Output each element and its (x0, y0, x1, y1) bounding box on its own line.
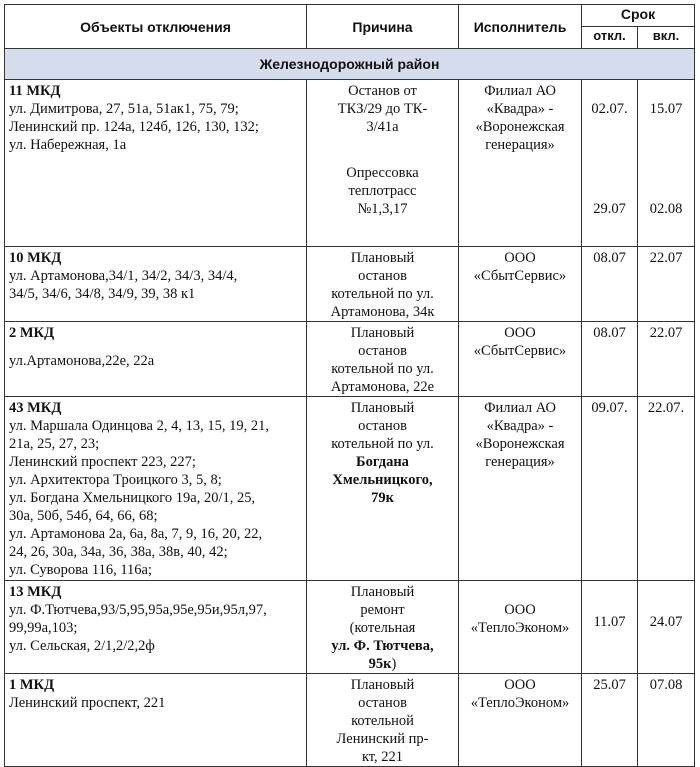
reason-line: Плановый (350, 325, 415, 341)
address-line: ул.Артамонова,22е, 22а (9, 353, 155, 369)
reason-line: Плановый (350, 250, 415, 266)
reason-line: котельной (351, 713, 414, 729)
reason-cell (307, 674, 459, 767)
header-on: вкл. (638, 27, 695, 49)
executor-line: «Воронежская (475, 119, 565, 135)
address-line: ул. Артамонова,34/1, 34/2, 34/3, 34/4, (9, 268, 238, 284)
reason-line: 3/41а (366, 119, 399, 135)
off-date-cell (582, 397, 638, 581)
header-executor: Исполнитель (459, 5, 582, 49)
address-line: ул. Ф.Тютчева,93/5,95,95а,95е,95и,95л,97, (9, 602, 267, 618)
outage-table (4, 4, 695, 767)
executor-cell (459, 674, 582, 767)
table-row (5, 322, 695, 397)
table-row (5, 80, 695, 247)
reason-line: котельной по ул. (331, 436, 434, 452)
reason-cell (307, 397, 459, 581)
off-date-cell (582, 674, 638, 767)
address-line: ул. Артамонова 2а, 6а, 8а, 7, 9, 16, 20, 22, (9, 526, 263, 542)
off-date: 29.07 (593, 201, 626, 217)
reason-line: Ленинский пр- (336, 731, 429, 747)
objects-cell (5, 581, 307, 674)
executor-line: ООО (504, 325, 536, 341)
reason-line: кт, 221 (361, 749, 404, 765)
off-date: 09.07. (591, 400, 628, 416)
off-date: 08.07 (593, 250, 626, 266)
district-name: Железнодорожный район (5, 49, 695, 80)
objects-cell (5, 322, 307, 397)
address-line: ул. Суворова 116, 116а; (9, 562, 153, 578)
reason-line: ремонт (360, 602, 405, 618)
off-date-cell (582, 247, 638, 322)
table-row (5, 397, 695, 581)
reason-cell (307, 322, 459, 397)
building-count: 43 МКД (9, 400, 62, 416)
spacer (309, 136, 456, 164)
executor-line: генерация» (485, 137, 555, 153)
on-date-cell (638, 80, 695, 247)
executor-line: «Квадра» - (486, 101, 554, 117)
on-date: 22.07 (649, 250, 683, 266)
building-count: 1 МКД (9, 677, 55, 693)
district-row (5, 49, 695, 80)
on-date-cell (638, 397, 695, 581)
building-count: 10 МКД (9, 250, 62, 266)
reason-line: Плановый (350, 400, 415, 416)
reason-line: останов (358, 418, 407, 434)
reason-line-bold: 79к (371, 490, 394, 506)
table-row (5, 581, 695, 674)
reason-line: котельной по ул. (331, 361, 434, 377)
reason-line: ТКЗ/29 до ТК- (337, 101, 428, 117)
executor-line: генерация» (485, 454, 555, 470)
off-date-cell (582, 80, 638, 247)
address-line: ул. Маршала Одинцова 2, 4, 13, 15, 19, 21, (9, 418, 269, 434)
on-date: 22.07. (647, 400, 685, 416)
on-date: 02.08 (649, 201, 683, 217)
on-date-cell (638, 581, 695, 674)
reason-line-bold: ул. Ф. Тютчева, (331, 638, 434, 654)
executor-line: «Воронежская (475, 436, 565, 452)
header-reason: Причина (307, 5, 459, 49)
reason-line: теплотрасс (348, 183, 417, 199)
header-objects: Объекты отключения (5, 5, 307, 49)
off-date-cell (582, 322, 638, 397)
address-line: 99,99а,103; (9, 620, 78, 636)
spacer (9, 342, 302, 352)
outage-table-sheet (4, 4, 695, 767)
executor-line: «СбытСервис» (473, 343, 567, 359)
off-date: 11.07 (593, 614, 626, 630)
on-date: 15.07 (649, 101, 683, 117)
reason-line: котельной по ул. (331, 286, 434, 302)
address-line: Ленинский проспект, 221 (9, 695, 166, 711)
executor-line: Филиал АО (484, 83, 556, 99)
executor-line: «СбытСервис» (473, 268, 567, 284)
reason-line: Опрессовка (346, 165, 419, 181)
executor-cell (459, 322, 582, 397)
reason-cell (307, 80, 459, 247)
off-date-cell (582, 581, 638, 674)
executor-line: ООО (504, 677, 536, 693)
building-count: 2 МКД (9, 325, 55, 341)
reason-line: Артамонова, 22е (330, 379, 435, 395)
executor-cell (459, 247, 582, 322)
executor-line: Филиал АО (484, 400, 556, 416)
reason-line: №1,3,17 (357, 201, 408, 217)
reason-line: останов (358, 695, 407, 711)
table-row (5, 674, 695, 767)
table-row (5, 247, 695, 322)
on-date-cell (638, 247, 695, 322)
executor-line: «ТеплоЭконом» (470, 620, 570, 636)
objects-cell (5, 674, 307, 767)
header-term: Срок (582, 5, 695, 27)
executor-cell (459, 397, 582, 581)
objects-cell (5, 397, 307, 581)
address-line: ул. Димитрова, 27, 51а, 51ак1, 75, 79; (9, 101, 239, 117)
on-date-cell (638, 674, 695, 767)
reason-line: Останов от (348, 83, 417, 99)
address-line: 34/5, 34/6, 34/8, 34/9, 39, 38 к1 (9, 286, 196, 302)
on-date-cell (638, 322, 695, 397)
off-date: 25.07 (593, 677, 626, 693)
on-date: 22.07 (649, 325, 683, 341)
address-line: 24, 26, 30а, 34а, 36, 38а, 38в, 40, 42; (9, 544, 228, 560)
reason-line: останов (358, 343, 407, 359)
address-line: ул. Богдана Хмельницкого 19а, 20/1, 25, (9, 490, 256, 506)
executor-line: ООО (504, 250, 536, 266)
reason-line-bold: Богдана (356, 454, 409, 470)
off-date: 02.07. (591, 101, 628, 117)
reason-line: (котельная (349, 620, 416, 636)
address-line: ул. Сельская, 2/1,2/2,2ф (9, 638, 155, 654)
objects-cell (5, 247, 307, 322)
reason-line: Плановый (350, 677, 415, 693)
reason-line: Плановый (350, 584, 415, 600)
on-date: 07.08 (649, 677, 683, 693)
reason-line-bold: Хмельницкого, (332, 472, 433, 488)
address-line: Ленинский проспект 223, 227; (9, 454, 196, 470)
address-line: 21а, 25, 27, 23; (9, 436, 100, 452)
executor-line: «ТеплоЭконом» (470, 695, 570, 711)
building-count: 11 МКД (9, 83, 61, 99)
off-date: 08.07 (593, 325, 626, 341)
building-count: 13 МКД (9, 584, 62, 600)
reason-closing: ) (391, 656, 397, 672)
address-line: ул. Набережная, 1а (9, 137, 127, 153)
reason-cell (307, 581, 459, 674)
header-off: откл. (582, 27, 638, 49)
reason-line: Артамонова, 34к (330, 304, 435, 320)
address-line: 30а, 50б, 54б, 64, 66, 68; (9, 508, 158, 524)
objects-cell (5, 80, 307, 247)
reason-line: останов (358, 268, 407, 284)
executor-cell (459, 80, 582, 247)
reason-line-bold: 95к (368, 656, 392, 672)
on-date: 24.07 (649, 614, 683, 630)
executor-line: «Квадра» - (486, 418, 554, 434)
address-line: ул. Архитектора Троицкого 3, 5, 8; (9, 472, 222, 488)
reason-cell (307, 247, 459, 322)
executor-cell (459, 581, 582, 674)
executor-line: ООО (504, 602, 536, 618)
address-line: Ленинский пр. 124а, 124б, 126, 130, 132; (9, 119, 259, 135)
